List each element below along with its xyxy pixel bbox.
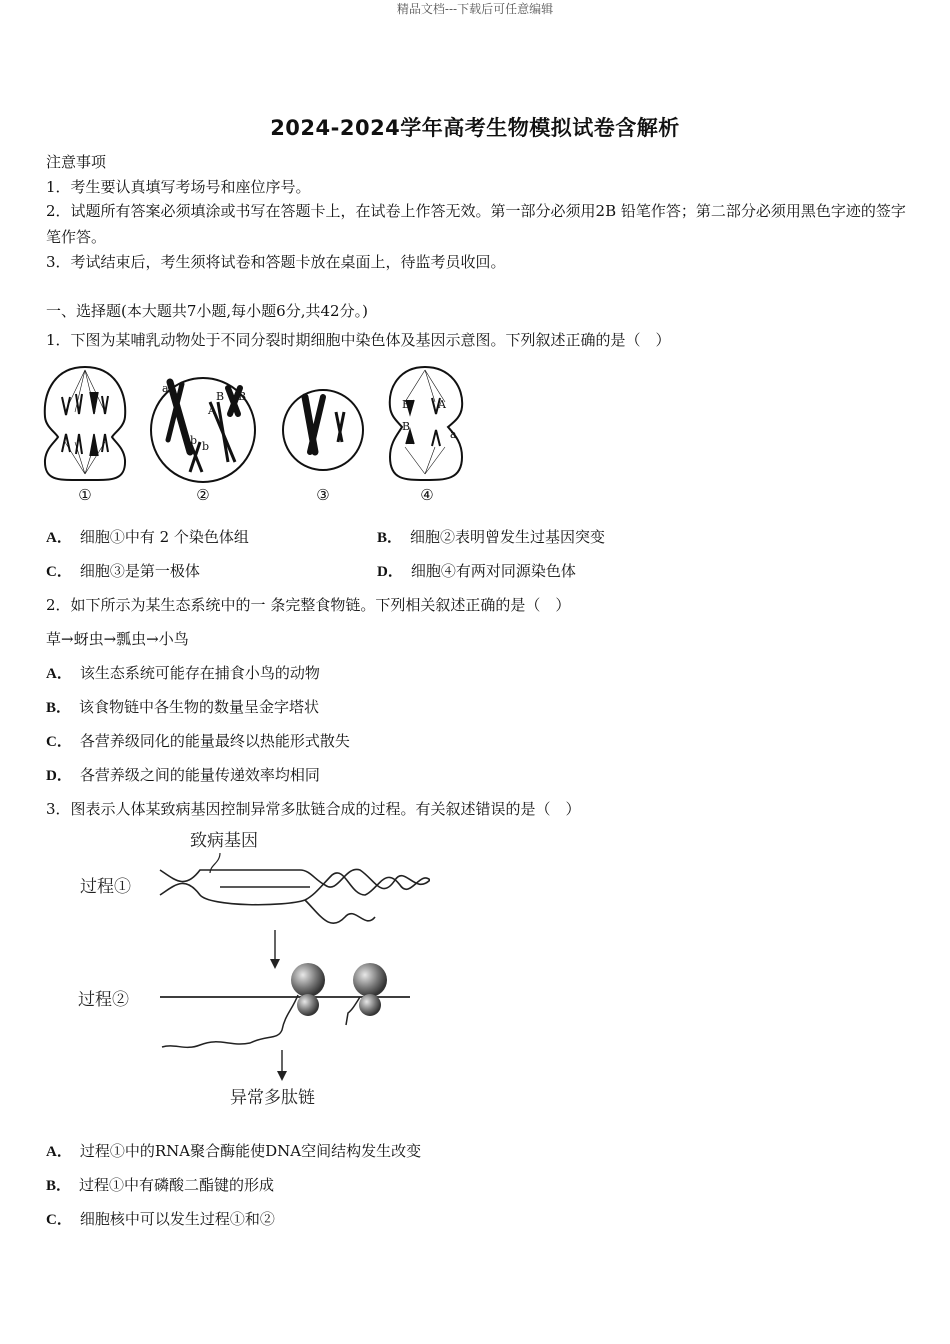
gene-label: 致病基因 [190, 831, 258, 851]
q3-stem: 3．图表示人体某致病基因控制异常多肽链合成的过程。有关叙述错误的是（ ） [46, 800, 581, 818]
q3-option-c: C． 细胞核中可以发生过程①和② [46, 1210, 275, 1228]
gene-label: B [216, 390, 225, 403]
gene-label: a [162, 382, 169, 395]
notice-item-2: 2．试题所有答案必须填涂或书写在答题卡上，在试卷上作答无效。第一部分必须用2B 铅笔作答；第二部分必须用黑色字迹的签字笔作答。 [46, 202, 906, 246]
ribosome-icon [353, 963, 387, 997]
q1-cell-figure [40, 362, 480, 508]
dna-strand [160, 873, 430, 905]
q2-option-d: D． 各营养级之间的能量传递效率均相同 [46, 766, 320, 784]
notice-item-1: 1．考生要认真填写考场号和座位序号。 [46, 178, 311, 196]
figure-label-1: ① [78, 486, 92, 504]
q2-food-chain: 草→蚜虫→瓢虫→小鸟 [46, 630, 189, 648]
figure-label-2: ② [196, 486, 210, 504]
q3-option-b: B． 过程①中有磷酸二酯键的形成 [46, 1176, 275, 1194]
q1-option-d: D． 细胞④有两对同源染色体 [377, 562, 576, 580]
q1-option-b: B． 细胞②表明曾发生过基因突变 [377, 528, 606, 546]
q2-option-b: B． 该食物链中各生物的数量呈金字塔状 [46, 698, 320, 716]
q3-expression-figure [70, 825, 430, 1110]
header-note: 精品文档---下载后可任意编辑 [396, 2, 554, 16]
process2-label: 过程② [78, 990, 129, 1010]
gene-label: B [402, 420, 411, 433]
q2-option-a: A． 该生态系统可能存在捕食小鸟的动物 [46, 664, 320, 682]
dna-strand [160, 869, 430, 888]
q1-option-a: A． 细胞①中有 2 个染色体组 [46, 528, 249, 546]
notice-heading: 注意事项 [46, 153, 107, 171]
gene-label: b [190, 434, 198, 447]
q1-option-c: C． 细胞③是第一极体 [46, 562, 200, 580]
section-heading: 一、选择题(本大题共7小题,每小题6分,共42分。) [46, 302, 368, 320]
gene-label: a [450, 428, 457, 441]
gene-label: A [438, 398, 446, 411]
q3-option-a: A． 过程①中的RNA聚合酶能使DNA空间结构发生改变 [46, 1142, 422, 1160]
page-title: 2024-2024学年高考生物模拟试卷含解析 [270, 116, 680, 140]
q1-stem: 1．下图为某哺乳动物处于不同分裂时期细胞中染色体及基因示意图。下列叙述正确的是（ ） [46, 331, 671, 349]
polypeptide-chain [346, 997, 360, 1025]
arrow-down-icon [277, 1071, 287, 1081]
gene-label: B [402, 398, 411, 411]
cell-4-diagram [390, 367, 462, 480]
ribosome-icon [359, 994, 381, 1016]
ribosome-icon [297, 994, 319, 1016]
gene-label: B [238, 390, 247, 403]
arrow-down-icon [270, 959, 280, 969]
cell-3-diagram [283, 390, 363, 470]
figure-label-3: ③ [316, 486, 330, 504]
mrna-transcript [305, 900, 375, 923]
notice-item-3: 3．考试结束后，考生须将试卷和答题卡放在桌面上，待监考员收回。 [46, 253, 506, 271]
q2-option-c: C． 各营养级同化的能量最终以热能形式散失 [46, 732, 350, 750]
gene-label: A [208, 404, 216, 417]
q2-stem: 2．如下所示为某生态系统中的一 条完整食物链。下列相关叙述正确的是（ ） [46, 596, 571, 614]
polypeptide-chain [162, 995, 298, 1047]
cell-2-diagram [151, 378, 255, 482]
peptide-label: 异常多肽链 [230, 1088, 315, 1108]
gene-label: b [202, 440, 210, 453]
cell-1-diagram [45, 367, 125, 480]
figure-label-4: ④ [420, 486, 434, 504]
process1-label: 过程① [80, 877, 131, 897]
ribosome-icon [291, 963, 325, 997]
